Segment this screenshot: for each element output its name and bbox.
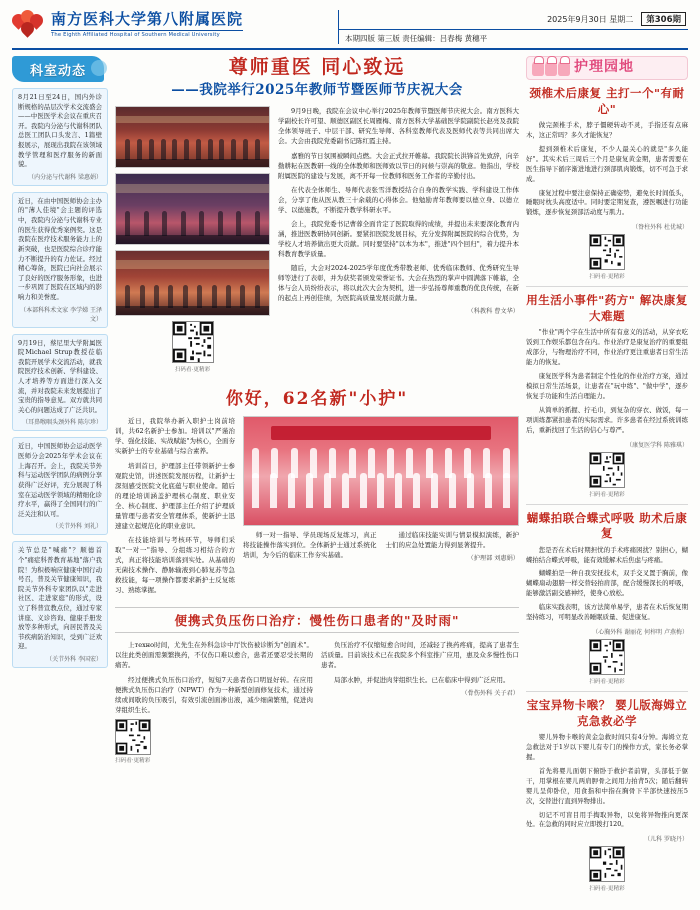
paragraph: 嘉雅的节日氛围被瞬间点燃。大会正式拉开帷幕。我院院长洪锋首先致辞，向辛勤耕耘在医教研一线的全体教师和医师致以节日的问候与崇高的敬意。他指出，学校附属医院的建设与发展，离不开每一位教师和医务工作者的辛勤付出。 [278,151,519,180]
right-column [526,56,688,898]
paragraph: 做完颈椎手术，脖子僵硬转动不灵，手指还有点麻木，这正常吗？多久才能恢复？ [526,121,688,139]
news-body: 关节总是"喊痛"？顺德首个"痛症科普教育基地"落户我院！为积极响应健康中国行动号召，普及关节健康知识，我院关节外科专家团队以"走进社区、走进家庭"的形式，设立了科普宣教点位，通过专家讲座、义诊咨询、健康手册发放等多种形式，向居民普及关节疾病防治知识，受到广泛欢迎。 [18,546,102,651]
paragraph: 提到颈椎术后康复，不少人最关心的就是"多久能好"。其实术后三周后三个月是康复黄金期，患者需要在医生指导下循序渐进地进行颈部肌肉锻炼，切不可急于求成。 [526,144,688,183]
article-title: 用生活小事件"药方" 解决康复大难题 [526,293,688,323]
hospital-logo [12,10,332,40]
paragraph: 近日，我院举办新入职护士岗前培训，共62名新护士参加。培训以"严谨治学、强化技能、实战赋能"为核心，全面夯实新护士的专业基础与综合素养。 [115,417,235,456]
second-article-text-right [243,530,519,564]
paragraph: 在代表全体师生、导师代表张雪洋教授结合自身的教学实践、学科建设工作体会，分享了他从医从教三十余载的心得体会。他勉励青年教师要以德立身、以德立学、以德施教，不断提升教学科研水平。 [278,185,519,214]
section-tag-department-news [12,56,104,82]
qr-block-lead[interactable] [115,321,270,373]
divider [526,504,688,505]
nursing-article-4 [526,698,688,892]
middle-column [115,56,519,898]
article-byline: （康复医学科 陈雅琪） [626,441,688,449]
paragraph: 婴儿异物卡喉的黄金急救时间只有4分钟。海姆立克急救法对于1岁以下婴儿有专门的操作方式，家长务必掌握。 [526,733,688,761]
photo-stack [115,106,270,376]
qr-block-third[interactable] [115,719,313,766]
paragraph: 局部水肿，并促进肉芽组织生长。已在临床中得到广泛应用。 [334,675,510,684]
article-byline: （心胸外科 谢丽花 何梓明 卢燕梅） [592,629,688,637]
qr-code-icon[interactable] [172,321,214,363]
news-body: 8月21日至24日，国内外诊断规格的品层次学术交流盛会——中医医学术会议在重庆召开。我院内分泌与代谢科团队总医工团队口头发言、1篇壁报展示，展现出我院在该领域教学管理和医疗服务的新面貌。 [18,93,102,169]
event-photo-2 [115,173,270,245]
page-subtitle: ——我院举行2025年教师节暨医师节庆祝大会 [171,81,463,98]
third-article [115,640,519,768]
masthead [12,10,688,50]
hospital-name-en: The Eighth Affiliated Hospital of Southern Medical University [51,31,220,38]
group-photo [243,416,519,526]
news-byline: （本部科科术文家 李学娣 王泽文） [20,306,102,323]
paragraph: 临床实践表明，该方法简单易学，患者在术后恢复期坚持练习，可明显改善睡眠质量、促进康复。 [526,603,688,622]
issue-info [338,10,688,44]
qr-caption: 扫码看·更精彩 [589,274,625,281]
hospital-name-cn: 南方医科大学第八附属医院 [51,9,244,28]
article-body [526,121,688,218]
paragraph: 您是否在术后时期担忧的手术疼痛困扰？别担心，蝴蝶拍结合蝶式呼吸，能有效缓解术后焦虑与疼痛。 [526,545,688,564]
news-byline: （耳鼻喉咽头颈外科 陈尔珍） [22,419,102,427]
issue-date: 2025年9月30日 星期二 [547,14,634,24]
qr-block-r3[interactable] [526,639,688,685]
paragraph: 蝴蝶拍是一种自我安抚技术，双手交叉置于胸前，像蝴蝶扇动翅膀一样交替轻拍肩部，配合缓慢深长的呼吸，能够激活副交感神经，使身心放松。 [526,569,688,598]
paragraph: 康复医学科为患者制定个性化的作业治疗方案，通过模拟日常生活场景，让患者在"玩中练"、"做中学"，逐步恢复手功能和生活自理能力。 [526,372,688,400]
page-content [12,56,688,898]
qr-code-icon[interactable] [589,639,625,675]
article-body [526,546,688,623]
news-byline: （关节外科 刘礼） [52,523,102,531]
qr-caption: 扫码看·更精彩 [174,367,211,374]
article-title: 颈椎术后康复 主打一个"有耐心" [529,86,685,116]
second-article-text-left [115,416,235,599]
third-article-text-a [115,640,313,768]
news-byline: （关节外科 李国宏） [46,656,102,664]
paragraph: 在技能培训与考核环节，导师们采取"一对一"指导、分组练习相结合的方式，真正将技能培训落到实处。从基础的无菌技术操作、静脉输液到心肺复苏等急救技能，每一项操作都要求新护士反复练习、熟练掌握。 [115,535,235,595]
divider [526,286,688,287]
article-byline: （护理部 刘惠娟） [467,555,519,563]
paragraph: 切记不可盲目用手掏取异物，以免将异物推向更深处。在急救的同时应立即拨打120。 [526,810,688,829]
event-photo-3 [115,250,270,316]
paragraph: 首先将婴儿面朝下俯卧于救护者前臂，头部低于躯干，用掌根在婴儿两肩胛骨之间用力拍背5次；随后翻转婴儿呈仰卧位，用食指和中指在胸骨下半部快速按压5次，交替进行直到异物排出。 [526,766,688,805]
news-body: 9月19日，蔡尼里大学附属医院Michael Strup教授莅临我院开展学术交流活动，就我院医疗技术创新、学科建设、人才培养等方面进行深入交流，并对我院未来发展提出了宝贵的指导意见。双方就共同关心的问题达成了广泛共识。 [18,338,102,414]
qr-code-icon[interactable] [115,719,151,755]
paragraph: 通过临床技能实训与情景模拟演练，新护士们的应急处置能力得到显著提升。 [385,531,519,550]
section-tag-label: 科室动态 [29,63,86,79]
paragraph: 康复过程中要注意保持正确姿势，避免长时间低头，睡眠时枕头高度适中。同时要定期复查，遵医嘱进行功能锻炼，逐步恢复颈部活动度与肌力。 [526,188,688,217]
nursing-section-banner [526,56,688,80]
qr-caption: 扫码看·更精彩 [115,757,151,764]
list-item [12,192,108,328]
qr-code-icon[interactable] [589,846,625,882]
second-article-title: 你好，62名新"小护" [225,389,409,410]
qr-block-r1[interactable] [526,234,688,280]
divider [526,691,688,692]
paragraph: 从简单的抓握、拧毛巾，到复杂的穿衣、做饭，每一项训练都紧扣患者的实际需求。许多患者在经过系统训练后，重新找回了生活的信心与尊严。 [526,405,688,434]
article-body [526,328,688,435]
article-byline: （儿科 罗晓丹） [644,836,688,844]
qr-caption: 扫码看·更精彩 [589,491,625,498]
article-body [526,733,688,830]
list-item [12,334,108,432]
paragraph: 师一对一指导、学员现场反复练习，真正将技能操作落实到位。全体新护士通过系统化培训，为今后的临床工作夯实基础。 [243,531,377,560]
left-column [12,56,108,898]
article-byline: （脊柱外科 杜优城） [632,224,688,232]
article-title: 宝宝异物卡喉？ 婴儿版海姆立克急救必学 [526,698,688,728]
paragraph: "作业"两个字在生活中所有有意义的活动，从穿衣吃饭到工作娱乐都包含在内。作业治疗是康复治疗的重要组成部分，与物理治疗不同，作业治疗更注重患者日常生活能力的恢复。 [526,328,688,367]
list-item [12,88,108,186]
nursing-section-title: 护理园地 [574,59,634,76]
news-byline: （内分泌与代谢科 梁惠娟） [28,173,102,181]
third-article-title: 便携式负压伤口治疗：慢性伤口患者的"及时雨" [115,607,519,633]
list-item [12,541,108,668]
nursing-article-1 [526,86,688,280]
qr-caption: 扫码看·更精彩 [589,679,625,686]
paragraph: 负压治疗不仅缩短愈合时间，还减轻了换药疼痛，提高了患者生活质量。目前该技术已在我院多个科室推广应用，惠及众多慢性伤口患者。 [321,641,519,670]
logo-divider [51,30,243,31]
qr-block-r2[interactable] [526,452,688,498]
nursing-article-2 [526,293,688,497]
paragraph: 上техно时间，尤先生在外科急诊中厅饮伤被诊断为"创面术"。以往此类创面需频繁换药，不仅伤口难以愈合，患者还要忍受长期的痛苦。 [115,641,313,670]
paragraph: 9月9日晚，我院在会议中心举行2025年教师节暨医师节庆祝大会。南方医科大学副校长许可望、顺德区副区长周雁梅、南方医科大学基础医学院副院长赵亮及我院全体领导班子、中层干部、研究生导师、各科室教师代表及医师代表等共同出席大会。大会由我院党委副书记陈红霞主持。 [278,107,519,146]
lead-article [115,106,519,376]
news-body: 近日，在由中国医师协会主办的"薄人佳境"会主题的评选中，我院内分泌与代谢科专业的医生获得优秀案例奖。这是我院在医疗技术服务能力上的新突破，也是医院综合诊疗能力不断提升的有力佐证。经过精心筹备，医院已向社会展示了良好的医疗服务形象，也进一步巩固了医院在区域内的影响力和美誉度。 [18,196,102,301]
article-byline: （科教科 曹文华） [467,308,519,316]
qr-code-icon[interactable] [589,234,625,270]
news-body: 近日，中国医师协会运动医学医师分会2025年学术会议在上海召开。会上，我院关节外科与运动医学团队的病例分享获得广泛好评，充分展现了科室在运动医学领域的精细化诊疗水平，赢得了全国同行的广泛关注和认可。 [18,442,102,518]
hospital-emblem-icon [12,10,46,40]
qr-block-r4[interactable] [526,846,688,892]
qr-code-icon[interactable] [589,452,625,488]
second-article-right [243,416,519,599]
paragraph: 经过便携式负压伤口治疗，短短7天患者伤口明显好转。在应用便携式负压伤口治疗（NPWT）作为一种新型创面修复技术，通过持续或间歇的负压吸引，有效引流创面渗出液，减少细菌繁殖，促进肉芽组织生长。 [115,675,313,714]
third-article-text-b [321,640,519,768]
list-item [12,437,108,535]
paragraph: 随后，大会对2024-2025学年度优秀带教老师、优秀临床教师、优秀研究生导师等进行了表彰，并为获奖者颁发荣誉证书。大会在热烈的掌声中圆满落下帷幕，全体与会人员纷纷表示，将以此次大会为契机，进一步弘扬尊师重教的优良传统，在新的起点上再创佳绩，为医院高质量发展贡献力量。 [278,264,519,303]
lead-article-text [278,106,519,376]
event-photo-1 [115,106,270,168]
issue-meta: 本期四版 第三版 责任编辑：吕春梅 黄穗平 [345,34,488,43]
article-byline: （骨伤外科 关子君） [461,689,519,697]
second-article [115,416,519,599]
nurse-figures-icon [532,60,570,76]
paragraph: 会上，我院党委书记曹蓉全面肯定了医院取得的成绩，并提出未来要深化教育内涵，推进医教研协同创新。要紧扣医院发展目标，充分发挥附属医院的综合优势，为学校人才培养做出更大贡献。同时要坚持"以本为本"，推进"四个回归"，着力提升本科教育教学质量。 [278,219,519,259]
qr-caption: 扫码看·更精彩 [589,886,625,893]
page-title: 尊师重医 同心致远 [228,56,406,78]
paragraph: 培训首日，护理部主任带领新护士参观院史馆，讲述医院发展历程，让新护士深刻感受医院文化底蕴与职业使命。随后的理论培训涵盖护理核心制度、职业安全、核心制度、护理部主任介绍了护理质量管理与患者安全管理体系，使新护士迅速建立起规范化的职业意识。 [115,461,235,530]
article-title: 蝴蝶拍联合蝶式呼吸 助术后康复 [526,510,688,541]
issue-number: 第306期 [641,12,686,26]
nursing-article-3 [526,511,688,685]
